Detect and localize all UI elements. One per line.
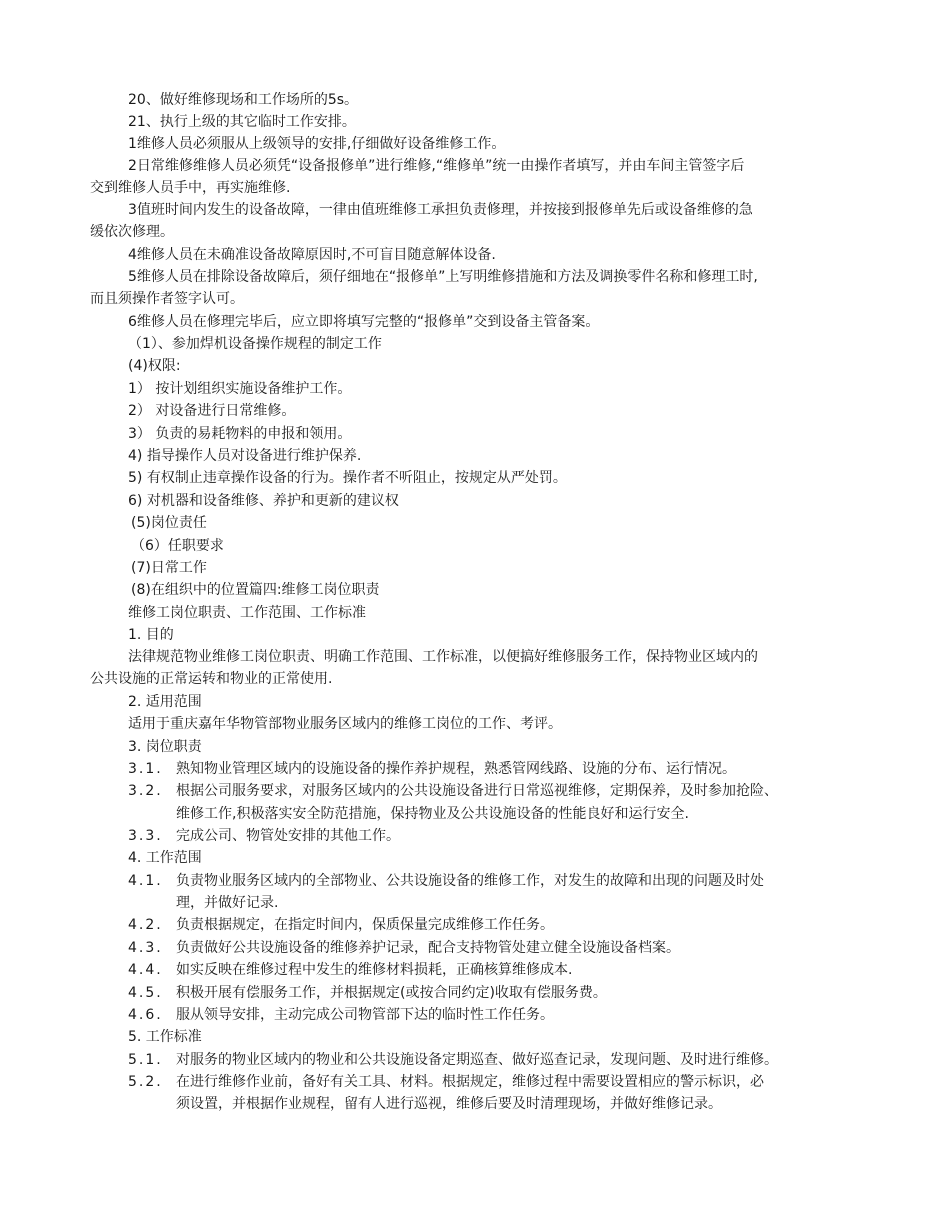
list-item [128, 780, 778, 802]
text-line: 2日常维修维修人员必须凭“设备报修单”进行维修,“维修单”统一由操作者填写，并由车间主管签字后 [128, 158, 745, 174]
list-item-number: 3.2. [128, 783, 163, 799]
text-line: 5) 有权制止违章操作设备的行为。操作者不听阻止，按规定从严处罚。 [128, 470, 567, 486]
list-item-text: 积极开展有偿服务工作，并根据规定(或按合同约定)收取有偿服务费。 [176, 985, 607, 1001]
text-line: 1维修人员必须服从上级领导的安排,仔细做好设备维修工作。 [128, 136, 506, 152]
list-item [128, 825, 400, 847]
text-line: (5)岗位责任 [131, 515, 207, 531]
list-item-text: 负责根据规定，在指定时间内，保质保量完成维修工作任务。 [176, 917, 554, 933]
list-item-continuation: 须设置，并根据作业规程，留有人进行巡视，维修后要及时清理现场，并做好维修记录。 [176, 1096, 722, 1112]
text-line: 6维修人员在修理完毕后，应立即将填写完整的“报修单”交到设备主管备案。 [128, 314, 600, 330]
list-item-text: 对服务的物业区域内的物业和公共设施设备定期巡查、做好巡查记录，发现问题、及时进行维修。 [176, 1052, 778, 1068]
list-item-continuation: 维修工作,积极落实安全防范措施，保持物业及公共设施设备的性能良好和运行安全. [176, 806, 689, 822]
list-item [128, 914, 554, 936]
text-line: 适用于重庆嘉年华物管部物业服务区域内的维修工岗位的工作、考评。 [128, 716, 562, 732]
list-item-number: 4.5. [128, 985, 163, 1001]
text-line: 缓依次修理。 [90, 224, 174, 240]
text-line: 交到维修人员手中，再实施维修. [90, 180, 291, 196]
text-line: 3） 负责的易耗物料的申报和领用。 [128, 426, 352, 442]
list-item-number: 4.2. [128, 917, 163, 933]
section-heading: 5. 工作标准 [128, 1029, 202, 1045]
list-item-text: 负责做好公共设施设备的维修养护记录，配合支持物管处建立健全设施设备档案。 [176, 940, 680, 956]
text-line: （6）任职要求 [131, 538, 224, 554]
text-line: 21、执行上级的其它临时工作安排。 [128, 114, 356, 130]
list-item-text: 在进行维修作业前，备好有关工具、材料。根据规定，维修过程中需要设置相应的警示标识，必 [176, 1074, 764, 1090]
list-item [128, 1049, 778, 1071]
text-line: 4维修人员在未确准设备故障原因时,不可盲目随意解体设备. [128, 247, 496, 263]
section-heading: 4. 工作范围 [128, 850, 202, 866]
text-line: 而且须操作者签字认可。 [90, 291, 244, 307]
text-line: 6) 对机器和设备维修、养护和更新的建议权 [128, 493, 399, 509]
text-line: 法律规范物业维修工岗位职责、明确工作范围、工作标准，以便搞好维修服务工作，保持物业区域内的 [128, 649, 758, 665]
text-line: 2） 对设备进行日常维修。 [128, 403, 296, 419]
list-item-text: 服从领导安排，主动完成公司物管部下达的临时性工作任务。 [176, 1007, 554, 1023]
text-line: 1） 按计划组织实施设备维护工作。 [128, 381, 352, 397]
text-line: 4) 指导操作人员对设备进行维护保养. [128, 448, 362, 464]
section-title: 维修工岗位职责、工作范围、工作标准 [128, 605, 366, 621]
section-heading: 3. 岗位职责 [128, 739, 202, 755]
list-item-text: 如实反映在维修过程中发生的维修材料损耗，正确核算维修成本. [176, 962, 573, 978]
list-item [128, 870, 764, 892]
list-item-text: 根据公司服务要求，对服务区域内的公共设施设备进行日常巡视维修，定期保养，及时参加抢险、 [176, 783, 778, 799]
text-line: (7)日常工作 [131, 560, 207, 576]
list-item-number: 4.1. [128, 873, 163, 889]
section-heading: 1. 目的 [128, 627, 174, 643]
list-item-continuation: 理，并做好记录. [176, 895, 279, 911]
list-item-text: 负责物业服务区域内的全部物业、公共设施设备的维修工作，对发生的故障和出现的问题及时处 [176, 873, 764, 889]
list-item-text: 完成公司、物管处安排的其他工作。 [176, 828, 400, 844]
list-item [128, 982, 607, 1004]
list-item [128, 1071, 764, 1093]
list-item-number: 4.6. [128, 1007, 163, 1023]
list-item [128, 1004, 554, 1026]
text-line: (8)在组织中的位置篇四:维修工岗位职责 [131, 582, 380, 598]
text-line: 公共设施的正常运转和物业的正常使用. [90, 671, 333, 687]
list-item-number: 3.3. [128, 828, 163, 844]
text-line: 5维修人员在排除设备故障后，须仔细地在“报修单”上写明维修措施和方法及调换零件名称和修理工时, [128, 269, 758, 285]
list-item-number: 4.3. [128, 940, 163, 956]
text-line: (4)权限: [128, 358, 181, 374]
list-item [128, 959, 572, 981]
text-line: （1）、参加焊机设备操作规程的制定工作 [128, 336, 382, 352]
section-heading: 2. 适用范围 [128, 694, 202, 710]
list-item [128, 937, 680, 959]
text-line: 20、做好维修现场和工作场所的5s。 [128, 92, 359, 108]
list-item [128, 758, 736, 780]
list-item-number: 3.1. [128, 761, 163, 777]
list-item-text: 熟知物业管理区域内的设施设备的操作养护规程，熟悉管网线路、设施的分布、运行情况。 [176, 761, 736, 777]
list-item-number: 4.4. [128, 962, 163, 978]
list-item-number: 5.2. [128, 1074, 163, 1090]
list-item-number: 5.1. [128, 1052, 163, 1068]
text-line: 3值班时间内发生的设备故障，一律由值班维修工承担负责修理，并按接到报修单先后或设备维修的急 [128, 202, 753, 218]
